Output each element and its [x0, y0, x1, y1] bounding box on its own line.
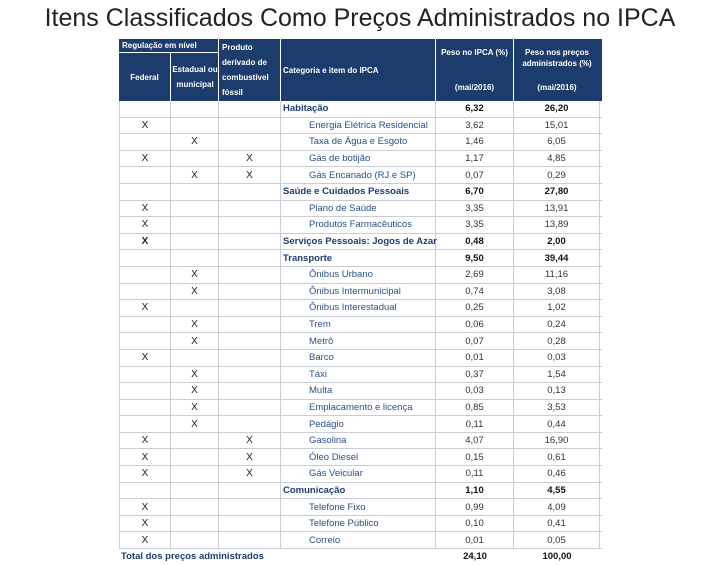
- ipca-table: [119, 39, 602, 565]
- regulation-level-header: Regulação em nível: [119, 39, 219, 53]
- item-name: Ônibus Intermunicipal: [281, 284, 436, 300]
- administered-weight: 27,80: [514, 184, 600, 200]
- administered-weight: 0,61: [514, 449, 600, 465]
- ipca-weight: 0,07: [436, 167, 514, 183]
- state-municipal-mark: [171, 483, 219, 499]
- table-row: [119, 167, 602, 184]
- ipca-weight: 0,10: [436, 516, 514, 532]
- category-row: [119, 101, 602, 118]
- administered-weight: 13,89: [514, 217, 600, 233]
- administered-weight: 39,44: [514, 250, 600, 266]
- federal-mark: [119, 267, 171, 283]
- federal-mark: X: [119, 516, 171, 532]
- administered-weight: 1,54: [514, 367, 600, 383]
- category-header: Categoria e item do IPCA: [281, 39, 436, 101]
- federal-mark: X: [119, 532, 171, 548]
- state-municipal-mark: X: [171, 400, 219, 416]
- item-name: Telefone Público: [281, 516, 436, 532]
- federal-mark: X: [119, 433, 171, 449]
- state-municipal-mark: [171, 201, 219, 217]
- item-name: Emplacamento e licença: [281, 400, 436, 416]
- ipca-weight: 9,50: [436, 250, 514, 266]
- category-row: [119, 250, 602, 267]
- ipca-weight: 2,69: [436, 267, 514, 283]
- administered-weight: 1,02: [514, 300, 600, 316]
- administered-weight: 0,28: [514, 333, 600, 349]
- table-body: [119, 101, 602, 549]
- item-name: Trem: [281, 317, 436, 333]
- federal-mark: [119, 184, 171, 200]
- fossil-fuel-mark: [219, 516, 281, 532]
- federal-mark: X: [119, 234, 171, 250]
- item-name: Gás de botijão: [281, 151, 436, 167]
- fossil-fuel-mark: [219, 101, 281, 117]
- item-name: Barco: [281, 350, 436, 366]
- item-name: Produtos Farmacêuticos: [281, 217, 436, 233]
- table-row: [119, 350, 602, 367]
- administered-weight: 4,09: [514, 499, 600, 515]
- table-row: [119, 300, 602, 317]
- fossil-fuel-header: Produto derivado de combustível fóssil: [219, 39, 281, 101]
- ipca-weight: 0,06: [436, 317, 514, 333]
- fossil-fuel-mark: [219, 201, 281, 217]
- ipca-weight: 0,11: [436, 466, 514, 482]
- state-municipal-mark: X: [171, 317, 219, 333]
- table-row: [119, 118, 602, 135]
- table-row: [119, 466, 602, 483]
- administered-weight: 15,01: [514, 118, 600, 134]
- federal-mark: X: [119, 449, 171, 465]
- state-municipal-mark: [171, 433, 219, 449]
- fossil-fuel-mark: [219, 400, 281, 416]
- federal-mark: [119, 400, 171, 416]
- table-row: [119, 217, 602, 234]
- federal-mark: X: [119, 201, 171, 217]
- state-municipal-mark: [171, 118, 219, 134]
- ipca-weight: 0,11: [436, 416, 514, 432]
- total-administered-weight: 100,00: [542, 551, 572, 563]
- state-municipal-mark: X: [171, 367, 219, 383]
- fossil-fuel-mark: [219, 483, 281, 499]
- item-name: Taxa de Água e Esgoto: [281, 134, 436, 150]
- state-municipal-mark: [171, 217, 219, 233]
- item-name: Transporte: [281, 250, 436, 266]
- ipca-weight-date: (mai/2016): [454, 83, 495, 92]
- administered-weight: 13,91: [514, 201, 600, 217]
- fossil-fuel-mark: [219, 383, 281, 399]
- administered-weight: 6,05: [514, 134, 600, 150]
- state-municipal-mark: [171, 184, 219, 200]
- table-row: [119, 134, 602, 151]
- item-name: Energia Elétrica Residencial: [281, 118, 436, 134]
- fossil-fuel-mark: X: [219, 449, 281, 465]
- federal-mark: X: [119, 151, 171, 167]
- table-row: [119, 516, 602, 533]
- fossil-fuel-mark: [219, 499, 281, 515]
- item-name: Serviços Pessoais: Jogos de Azar: [281, 234, 436, 250]
- federal-mark: [119, 416, 171, 432]
- ipca-weight: 0,25: [436, 300, 514, 316]
- administered-weight: 11,16: [514, 267, 600, 283]
- table-row: [119, 416, 602, 433]
- item-name: Ônibus Urbano: [281, 267, 436, 283]
- administered-weight: 0,41: [514, 516, 600, 532]
- administered-weight-label: Peso nos preços administrados (%): [522, 48, 592, 68]
- state-municipal-mark: [171, 234, 219, 250]
- item-name: Metrô: [281, 333, 436, 349]
- federal-mark: [119, 250, 171, 266]
- fossil-fuel-mark: X: [219, 433, 281, 449]
- ipca-weight: 0,85: [436, 400, 514, 416]
- fossil-fuel-mark: [219, 333, 281, 349]
- state-municipal-mark: [171, 101, 219, 117]
- fossil-fuel-mark: [219, 234, 281, 250]
- state-municipal-mark: X: [171, 284, 219, 300]
- item-name: Gás Veicular: [281, 466, 436, 482]
- fossil-fuel-mark: [219, 134, 281, 150]
- table-row: [119, 151, 602, 168]
- table-row: [119, 201, 602, 218]
- item-name: Habitação: [281, 101, 436, 117]
- ipca-weight-header: [436, 39, 514, 101]
- administered-weight: 0,13: [514, 383, 600, 399]
- table-row: [119, 499, 602, 516]
- fossil-fuel-mark: [219, 250, 281, 266]
- administered-weight: 0,46: [514, 466, 600, 482]
- ipca-weight: 6,70: [436, 184, 514, 200]
- ipca-weight: 0,74: [436, 284, 514, 300]
- table-row: [119, 317, 602, 334]
- item-name: Multa: [281, 383, 436, 399]
- ipca-weight: 0,15: [436, 449, 514, 465]
- state-municipal-mark: X: [171, 416, 219, 432]
- state-municipal-mark: [171, 516, 219, 532]
- ipca-weight: 0,99: [436, 499, 514, 515]
- federal-mark: [119, 367, 171, 383]
- administered-weight-date: (mai/2016): [537, 83, 577, 92]
- administered-weight: 3,53: [514, 400, 600, 416]
- table-row: [119, 383, 602, 400]
- item-name: Plano de Saúde: [281, 201, 436, 217]
- federal-mark: X: [119, 300, 171, 316]
- state-municipal-mark: [171, 300, 219, 316]
- fossil-fuel-mark: [219, 350, 281, 366]
- table-row: [119, 400, 602, 417]
- fossil-fuel-mark: [219, 317, 281, 333]
- table-row: [119, 333, 602, 350]
- state-municipal-header: Estadual ou municipal: [172, 65, 218, 89]
- fossil-fuel-mark: [219, 416, 281, 432]
- administered-weight: 0,03: [514, 350, 600, 366]
- fossil-fuel-mark: [219, 532, 281, 548]
- federal-mark: [119, 134, 171, 150]
- federal-mark: X: [119, 217, 171, 233]
- federal-mark: [119, 483, 171, 499]
- state-municipal-mark: X: [171, 267, 219, 283]
- table-row: [119, 433, 602, 450]
- administered-weight-header: [514, 39, 600, 101]
- administered-weight: 0,44: [514, 416, 600, 432]
- category-row: [119, 483, 602, 500]
- ipca-weight: 4,07: [436, 433, 514, 449]
- state-municipal-mark: X: [171, 383, 219, 399]
- total-row: [119, 549, 602, 565]
- table-row: [119, 449, 602, 466]
- item-name: Gasolina: [281, 433, 436, 449]
- total-ipca-weight: 24,10: [463, 551, 487, 563]
- federal-mark: [119, 101, 171, 117]
- category-row: [119, 234, 602, 251]
- fossil-fuel-mark: [219, 184, 281, 200]
- federal-header: Federal: [119, 53, 171, 101]
- fossil-fuel-mark: X: [219, 151, 281, 167]
- ipca-weight: 0,07: [436, 333, 514, 349]
- federal-mark: [119, 317, 171, 333]
- state-municipal-mark: X: [171, 333, 219, 349]
- ipca-weight: 3,35: [436, 201, 514, 217]
- administered-weight: 0,29: [514, 167, 600, 183]
- administered-weight: 4,85: [514, 151, 600, 167]
- state-municipal-mark: [171, 350, 219, 366]
- item-name: Óleo Diesel: [281, 449, 436, 465]
- item-name: Pedágio: [281, 416, 436, 432]
- administered-weight: 16,90: [514, 433, 600, 449]
- fossil-fuel-mark: X: [219, 466, 281, 482]
- item-name: Correio: [281, 532, 436, 548]
- federal-mark: X: [119, 350, 171, 366]
- item-name: Saúde e Cuidados Pessoais: [281, 184, 436, 200]
- fossil-fuel-mark: [219, 267, 281, 283]
- ipca-weight: 0,37: [436, 367, 514, 383]
- ipca-weight: 6,32: [436, 101, 514, 117]
- item-name: Ônibus Interestadual: [281, 300, 436, 316]
- state-municipal-mark: X: [171, 167, 219, 183]
- administered-weight: 26,20: [514, 101, 600, 117]
- federal-mark: [119, 167, 171, 183]
- item-name: Gás Encanado (RJ e SP): [281, 167, 436, 183]
- ipca-weight: 3,62: [436, 118, 514, 134]
- administered-weight: 4,55: [514, 483, 600, 499]
- ipca-weight: 0,01: [436, 532, 514, 548]
- administered-weight: 0,24: [514, 317, 600, 333]
- administered-weight: 3,08: [514, 284, 600, 300]
- administered-weight: 2,00: [514, 234, 600, 250]
- administered-weight: 0,05: [514, 532, 600, 548]
- federal-mark: X: [119, 118, 171, 134]
- state-municipal-mark: [171, 466, 219, 482]
- item-name: Telefone Fixo: [281, 499, 436, 515]
- fossil-fuel-mark: [219, 118, 281, 134]
- table-row: [119, 532, 602, 549]
- table-row: [119, 367, 602, 384]
- item-name: Táxi: [281, 367, 436, 383]
- total-label: Total dos preços administrados: [121, 551, 264, 563]
- page-title: Itens Classificados Como Preços Administrados no IPCA: [44, 4, 676, 32]
- federal-mark: [119, 383, 171, 399]
- fossil-fuel-mark: [219, 367, 281, 383]
- federal-mark: X: [119, 499, 171, 515]
- fossil-fuel-mark: [219, 300, 281, 316]
- state-municipal-mark: [171, 449, 219, 465]
- item-name: Comunicação: [281, 483, 436, 499]
- ipca-weight: 3,35: [436, 217, 514, 233]
- ipca-weight: 1,17: [436, 151, 514, 167]
- ipca-weight: 0,48: [436, 234, 514, 250]
- fossil-fuel-mark: [219, 284, 281, 300]
- ipca-weight: 0,03: [436, 383, 514, 399]
- ipca-weight: 1,10: [436, 483, 514, 499]
- ipca-weight: 1,46: [436, 134, 514, 150]
- federal-mark: [119, 333, 171, 349]
- state-municipal-mark: [171, 151, 219, 167]
- regulation-header: [119, 39, 219, 101]
- fossil-fuel-mark: [219, 217, 281, 233]
- table-row: [119, 284, 602, 301]
- table-header: [119, 39, 602, 101]
- category-row: [119, 184, 602, 201]
- federal-mark: [119, 284, 171, 300]
- state-municipal-mark: [171, 499, 219, 515]
- ipca-weight: 0,01: [436, 350, 514, 366]
- ipca-weight-label: Peso no IPCA (%): [441, 48, 508, 57]
- table-row: [119, 267, 602, 284]
- fossil-fuel-mark: X: [219, 167, 281, 183]
- state-municipal-mark: [171, 250, 219, 266]
- federal-mark: X: [119, 466, 171, 482]
- state-municipal-mark: [171, 532, 219, 548]
- state-municipal-mark: X: [171, 134, 219, 150]
